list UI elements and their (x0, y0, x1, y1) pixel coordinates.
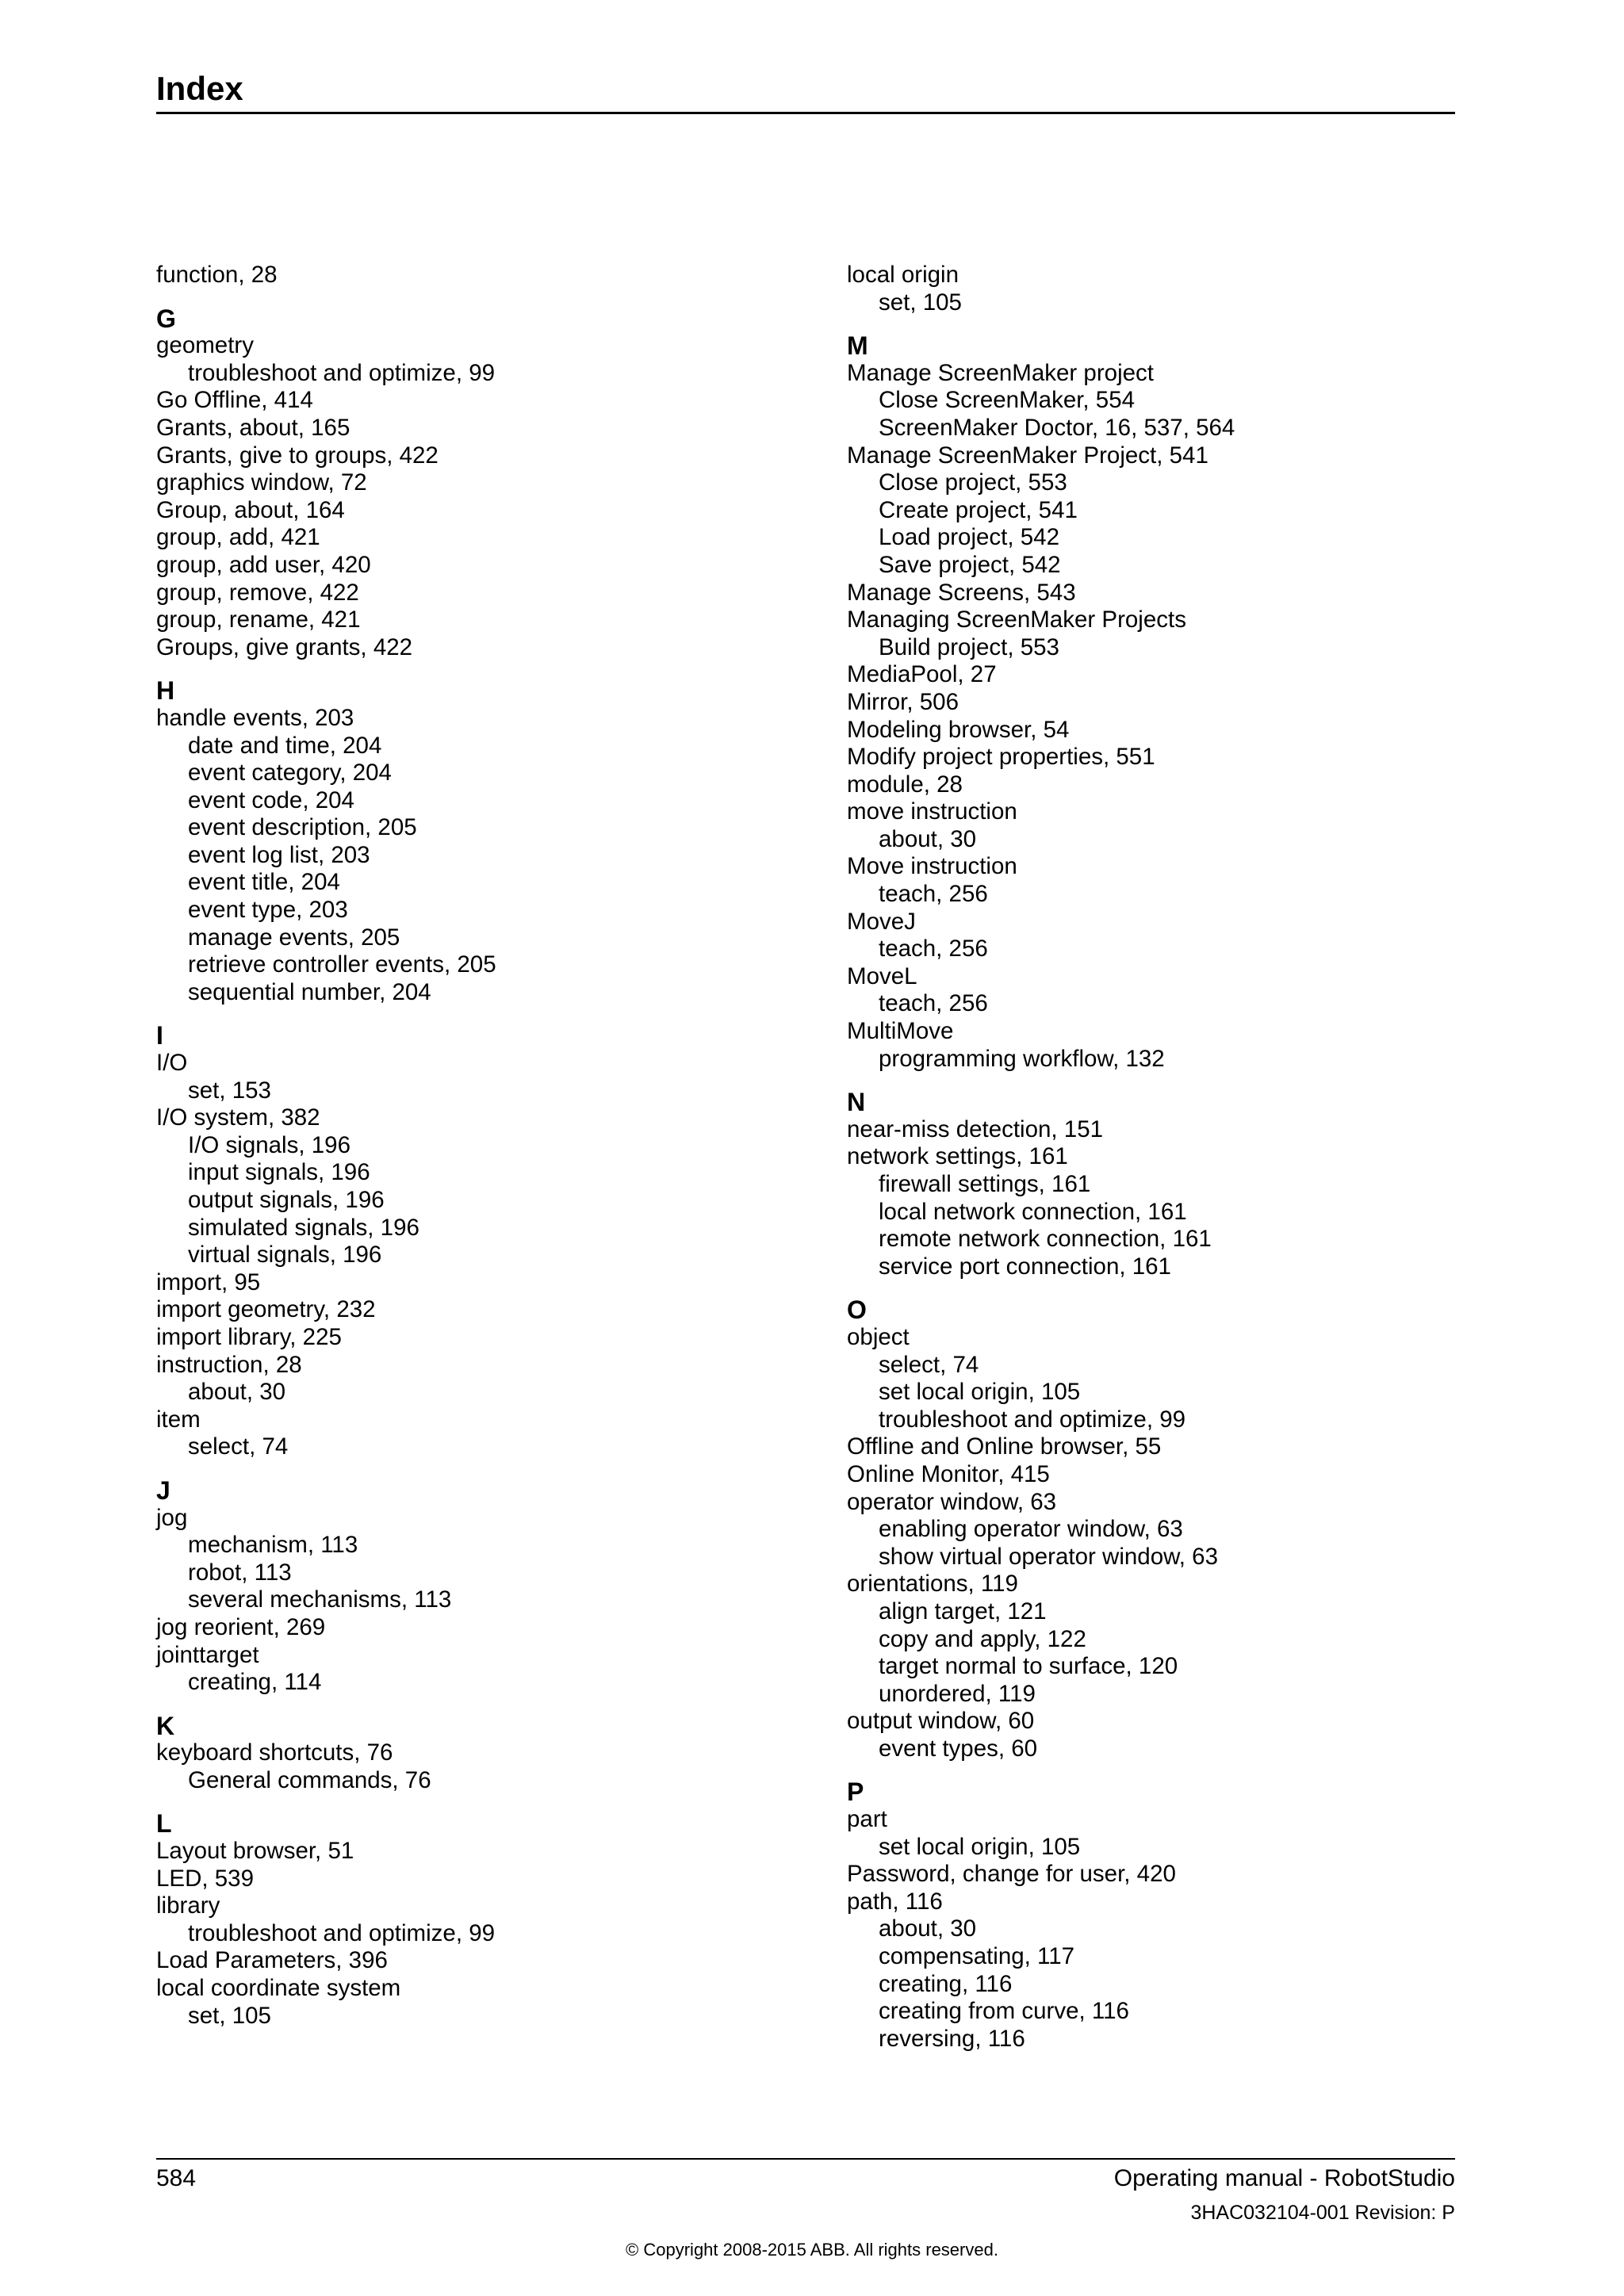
index-section (847, 1089, 1497, 1280)
index-subentry: troubleshoot and optimize, 99 (188, 359, 496, 386)
index-entry: Online Monitor, 415 (847, 1460, 1050, 1487)
index-subentry: enabling operator window, 63 (879, 1516, 1183, 1543)
index-subentry: firewall settings, 161 (879, 1171, 1091, 1197)
index-entry: move instruction (847, 798, 1017, 825)
index-section (847, 332, 1497, 1073)
index-subentry: several mechanisms, 113 (188, 1586, 452, 1613)
index-subentry: remote network connection, 161 (879, 1226, 1212, 1253)
index-entry: Password, change for user, 420 (847, 1861, 1176, 1888)
index-entry: group, add, 421 (156, 524, 320, 551)
page-number: 584 (156, 2165, 197, 2191)
index-subentry: I/O signals, 196 (188, 1131, 350, 1158)
index-subentry: set local origin, 105 (879, 1379, 1081, 1406)
index-subentry: retrieve controller events, 205 (188, 951, 496, 978)
index-entry: library (156, 1892, 220, 1919)
index-entry: LED, 539 (156, 1865, 254, 1892)
index-subentry: set local origin, 105 (879, 1833, 1081, 1860)
index-entry: Manage Screens, 543 (847, 579, 1076, 606)
index-subentry: event types, 60 (879, 1735, 1038, 1762)
index-entry: Move instruction (847, 853, 1017, 880)
index-entry: geometry (156, 332, 254, 359)
index-subentry: align target, 121 (879, 1598, 1047, 1624)
index-section (156, 677, 806, 1006)
index-subentry: about, 30 (188, 1379, 286, 1406)
section-letter: P (847, 1777, 864, 1807)
index-subentry: output signals, 196 (188, 1187, 385, 1213)
index-entry: Managing ScreenMaker Projects (847, 607, 1186, 633)
index-entry: MultiMove (847, 1018, 954, 1045)
index-entry: instruction, 28 (156, 1351, 302, 1378)
index-entry: local coordinate system (156, 1975, 401, 2002)
index-entry: I/O (156, 1050, 188, 1077)
index-subentry: creating, 116 (879, 1970, 1013, 1997)
index-entry: item (156, 1406, 201, 1433)
index-entry: Manage ScreenMaker Project, 541 (847, 442, 1208, 469)
index-entry: operator window, 63 (847, 1488, 1057, 1515)
index-entry: MoveL (847, 962, 917, 989)
index-entry: import library, 225 (156, 1323, 342, 1350)
index-subentry: about, 30 (879, 1915, 977, 1942)
index-section (156, 262, 806, 289)
index-subentry: sequential number, 204 (188, 978, 431, 1005)
section-letter: K (156, 1711, 175, 1740)
index-subentry: target normal to surface, 120 (879, 1653, 1178, 1680)
index-subentry: virtual signals, 196 (188, 1242, 382, 1269)
index-entry: MoveJ (847, 908, 916, 935)
index-subentry: date and time, 204 (188, 732, 382, 759)
index-subentry: teach, 256 (879, 936, 988, 962)
index-subentry: about, 30 (879, 825, 977, 852)
index-subentry: show virtual operator window, 63 (879, 1543, 1218, 1570)
index-entry: I/O system, 382 (156, 1104, 320, 1131)
index-entry: import, 95 (156, 1269, 261, 1295)
index-entry: orientations, 119 (847, 1571, 1018, 1598)
index-subentry: service port connection, 161 (879, 1253, 1171, 1280)
copyright-notice: © Copyright 2008-2015 ABB. All rights reserved. (626, 2240, 998, 2260)
index-subentry: Close ScreenMaker, 554 (879, 387, 1136, 414)
index-entry: import geometry, 232 (156, 1296, 376, 1323)
index-subentry: Load project, 542 (879, 524, 1059, 551)
index-entry: Grants, give to groups, 422 (156, 442, 439, 469)
index-entry: output window, 60 (847, 1708, 1035, 1735)
index-section (847, 1778, 1497, 2053)
section-letter: I (156, 1021, 163, 1050)
index-entry: jointtarget (156, 1641, 259, 1668)
index-entry: Grants, about, 165 (156, 414, 350, 441)
index-entry: graphics window, 72 (156, 469, 367, 496)
index-entry: jog reorient, 269 (156, 1613, 326, 1640)
index-subentry: event log list, 203 (188, 841, 370, 868)
index-subentry: local network connection, 161 (879, 1198, 1187, 1225)
index-column-right (847, 262, 1497, 2068)
index-entry: network settings, 161 (847, 1143, 1068, 1170)
index-entry: Offline and Online browser, 55 (847, 1433, 1162, 1460)
document-id: 3HAC032104-001 Revision: P (1190, 2202, 1455, 2224)
index-entry: Layout browser, 51 (156, 1838, 354, 1865)
index-section (156, 1810, 806, 2030)
index-subentry: set, 105 (188, 2002, 271, 2029)
index-subentry: simulated signals, 196 (188, 1214, 419, 1241)
index-entry: group, rename, 421 (156, 607, 361, 633)
index-entry: MediaPool, 27 (847, 661, 997, 688)
index-entry: module, 28 (847, 771, 963, 798)
index-entry: group, remove, 422 (156, 579, 359, 606)
index-subentry: event type, 203 (188, 897, 348, 924)
section-letter: G (156, 304, 176, 333)
section-letter: H (156, 676, 175, 706)
index-subentry: creating, 114 (188, 1669, 322, 1696)
index-subentry: creating from curve, 116 (879, 1998, 1129, 2025)
index-subentry: select, 74 (879, 1351, 979, 1378)
index-entry: Mirror, 506 (847, 688, 959, 715)
index-entry: path, 116 (847, 1888, 943, 1915)
index-subentry: event title, 204 (188, 869, 340, 896)
index-subentry: unordered, 119 (879, 1680, 1036, 1707)
index-entry: jog (156, 1504, 188, 1531)
index-entry: near-miss detection, 151 (847, 1115, 1104, 1142)
index-entry: Modeling browser, 54 (847, 716, 1070, 743)
index-subentry: set, 105 (879, 289, 962, 316)
section-letter: L (156, 1809, 172, 1839)
index-subentry: Close project, 553 (879, 469, 1067, 496)
index-subentry: robot, 113 (188, 1559, 292, 1586)
index-entry: local origin (847, 262, 959, 288)
index-subentry: event category, 204 (188, 760, 392, 786)
index-section (156, 1022, 806, 1461)
index-entry: Go Offline, 414 (156, 387, 313, 414)
index-section (156, 1712, 806, 1795)
section-letter: N (847, 1088, 866, 1117)
index-subentry: Save project, 542 (879, 551, 1061, 578)
index-subentry: event description, 205 (188, 814, 417, 841)
index-entry: part (847, 1806, 887, 1833)
index-subentry: set, 153 (188, 1077, 271, 1104)
index-subentry: manage events, 205 (188, 924, 400, 951)
index-subentry: copy and apply, 122 (879, 1625, 1086, 1652)
index-subentry: reversing, 116 (879, 2025, 1025, 2052)
index-entry: object (847, 1323, 910, 1350)
index-column-left (156, 262, 806, 2045)
index-section (156, 1477, 806, 1697)
index-entry: Load Parameters, 396 (156, 1947, 388, 1974)
index-subentry: troubleshoot and optimize, 99 (188, 1919, 496, 1946)
section-letter: J (156, 1475, 170, 1505)
index-section (156, 305, 806, 662)
index-subentry: event code, 204 (188, 786, 354, 813)
index-subentry: Create project, 541 (879, 496, 1078, 523)
index-subentry: teach, 256 (879, 881, 988, 908)
index-subentry: input signals, 196 (188, 1159, 370, 1186)
index-entry: keyboard shortcuts, 76 (156, 1739, 393, 1766)
index-section (847, 1296, 1497, 1762)
index-subentry: ScreenMaker Doctor, 16, 537, 564 (879, 414, 1235, 441)
header-divider (156, 112, 1455, 114)
section-letter: M (847, 331, 868, 361)
footer-divider (156, 2158, 1455, 2160)
index-subentry: teach, 256 (879, 990, 988, 1017)
index-entry: Manage ScreenMaker project (847, 359, 1154, 386)
index-subentry: programming workflow, 132 (879, 1045, 1165, 1072)
index-subentry: troubleshoot and optimize, 99 (879, 1406, 1186, 1433)
index-subentry: select, 74 (188, 1433, 289, 1460)
page-title: Index (156, 70, 243, 107)
manual-title: Operating manual - RobotStudio (1113, 2165, 1455, 2191)
index-subentry: compensating, 117 (879, 1943, 1075, 1970)
index-entry: handle events, 203 (156, 704, 354, 731)
index-subentry: General commands, 76 (188, 1766, 431, 1793)
index-entry: Groups, give grants, 422 (156, 633, 413, 660)
index-entry: Modify project properties, 551 (847, 744, 1155, 771)
index-section (847, 262, 1497, 316)
index-entry: function, 28 (156, 262, 278, 288)
index-entry: group, add user, 420 (156, 551, 371, 578)
index-subentry: mechanism, 113 (188, 1532, 358, 1559)
index-subentry: Build project, 553 (879, 633, 1059, 660)
index-entry: Group, about, 164 (156, 496, 345, 523)
section-letter: O (847, 1295, 867, 1325)
